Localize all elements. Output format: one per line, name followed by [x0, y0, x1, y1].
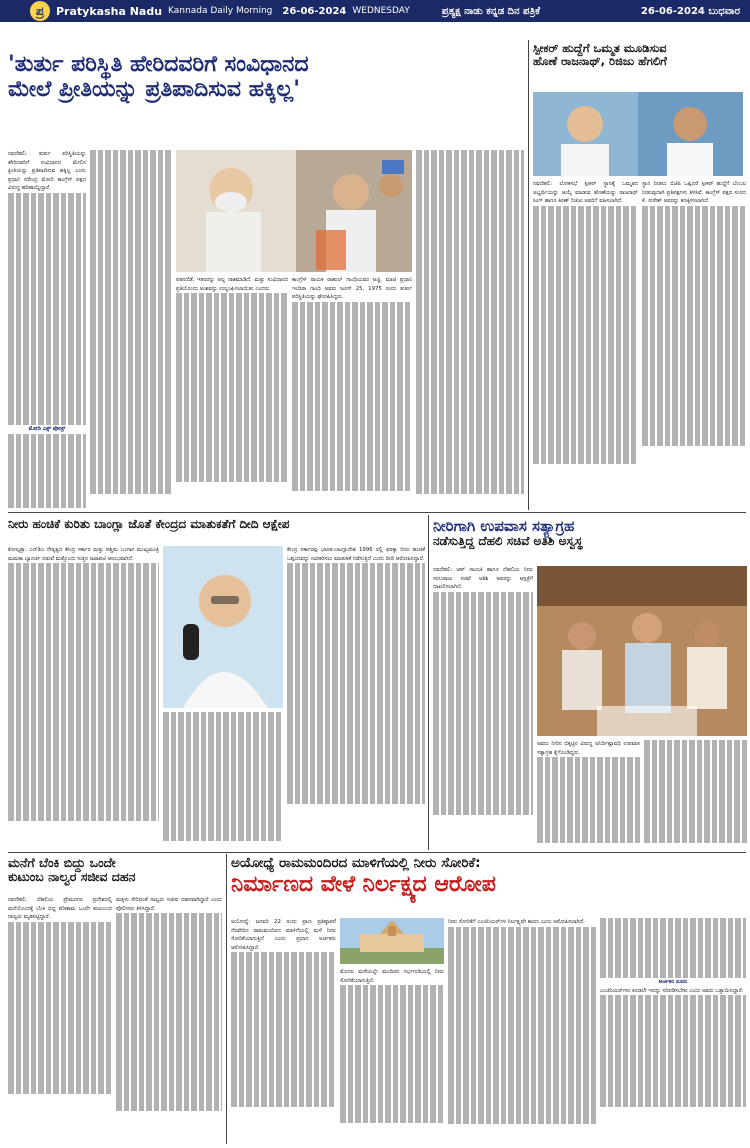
story4-column-1: ನವದೆಹಲಿ: ಆಪ್ ನಾಯಕಿ ಹಾಗೂ ದೆಹಲಿಯ ನೀರು ಸರಬರಾಜು ಸಚಿವೆ ಅತಿಶಿ ಅವರನ್ನು ಆಸ್ಪತ್ರೆಗೆ ದಾಖಲಿಸಲಾಗಿದೆ. — [433, 566, 533, 850]
story4-headline: ನೀರಿಗಾಗಿ ಉಪವಾಸ ಸತ್ಯಾಗ್ರಹ ನಡೆಸುತ್ತಿದ್ದ ದೆಹಲಿ ಸಚಿವೆ ಅತಿಶಿ ಅಸ್ವಸ್ಥ — [433, 517, 583, 549]
story5-column-1: ನವದೆಹಲಿ: ದೆಹಲಿಯ ಪ್ರೇಮನಗರ ಪ್ರದೇಶದಲ್ಲಿ ಮನೆಯೊಂದಕ್ಕೆ ಬೆಂಕಿ ಬಿದ್ದ ಪರಿಣಾಮ ಒಂದೇ ಕುಟುಂಬದ ನಾಲ್ವರು ಮೃತಪಟ್ಟಿದ್ದಾರೆ. — [8, 896, 112, 1142]
story2-photo-image — [533, 92, 743, 176]
story3-column-3 — [163, 712, 283, 846]
story1-photo — [176, 150, 412, 272]
story3-column-2: ಕೇಂದ್ರ ಸರ್ಕಾರವು ಭಾರತ-ಬಾಂಗ್ಲಾದೇಶ 1996 ರಲ್ಲಿ ಫರಕ್ಕಾ ನೀರು ಹಂಚಿಕೆ ಒಪ್ಪಂದವನ್ನು ನವೀಕರಿಸಲು ಮಾತುಕತೆ ನಡೆಸುತ್ತಿದೆ ಎಂದು ದೀದಿ ಆರೋಪಿಸಿದ್ದಾರೆ. — [287, 546, 425, 846]
story1-column-3: ಕಾಂಗ್ರೆಸ್ ನಾಯಕ ರಾಹುಲ್ ಗಾಂಧಿಯವರ ಅಜ್ಜಿ, ಮಾಜಿ ಪ್ರಧಾನಿ ಇಂದಿರಾ ಗಾಂಧಿ ಅವರು ಜೂನ್ 25, 1975 ರಂದು ತುರ್ತು ಪರಿಸ್ಥಿತಿಯನ್ನು ಘೋಷಿಸಿದ್ದರು. — [292, 276, 412, 508]
masthead-kannada-name: ಪ್ರತ್ಯಕ್ಷ ನಾಡು ಕನ್ನಡ ದಿನ ಪತ್ರಿಕೆ — [441, 5, 541, 17]
story1-headline: 'ತುರ್ತು ಪರಿಸ್ಥಿತಿ ಹೇರಿದವರಿಗೆ ಸಂವಿಧಾನದ ಮೇಲೆ ಪ್ರೀತಿಯನ್ನು ಪ್ರತಿಪಾದಿಸುವ ಹಕ್ಕಿಲ್ಲ' — [8, 52, 309, 103]
story6-column-3: ನೀರು ಸೋರಿಕೆಗೆ ಎಂಜಿನಿಯರ್‌ಗಳ ನಿರ್ಲಕ್ಷ್ಯವೇ ಕಾರಣ ಎಂದು ಆರೋಪಿಸಲಾಗಿದೆ. — [448, 918, 596, 1142]
story5-column-2: ಮಕ್ಕಳು ಸೇರಿದಂತೆ ನಾಲ್ವರು ಸಜೀವ ದಹನವಾಗಿದ್ದಾರೆ ಎಂದು ಪೊಲೀಸರು ತಿಳಿಸಿದ್ದಾರೆ. — [116, 896, 222, 1142]
story3-photo — [163, 546, 283, 708]
story2-headline: ಸ್ಪೀಕರ್ ಹುದ್ದೆಗೆ ಒಮ್ಮತ ಮೂಡಿಸುವ ಹೊಣೆ ರಾಜನಾಥ್, ರಿಜಿಜು ಹೆಗಲಿಗೆ — [533, 41, 667, 69]
story2-column-1: ನವದೆಹಲಿ: ಲೋಕಸಭೆ ಸ್ಪೀಕರ್ ಸ್ಥಾನಕ್ಕೆ ಒಮ್ಮತದ ಅಭ್ಯರ್ಥಿಯನ್ನು ಆಯ್ಕೆ ಮಾಡುವ ಹೊಣೆಯನ್ನು ರಾಜನಾಥ್ ಸಿಂಗ್ ಹಾಗೂ ಕಿರಣ್ ರಿಜಿಜು ಅವರಿಗೆ ವಹಿಸಲಾಗಿದೆ. — [533, 180, 638, 508]
section-divider-2 — [8, 852, 746, 853]
story1-column-1b — [90, 150, 172, 508]
newspaper-logo: ಪ್ರ — [30, 1, 50, 21]
story1-photo-image — [176, 150, 412, 272]
story6-column-1: ಅಯೋಧ್ಯೆ: ಜನವರಿ 22 ರಂದು ಪ್ರಾಣ ಪ್ರತಿಷ್ಠಾಪನೆ ನೆರವೇರಿದ ರಾಮಮಂದಿರದ ಮಾಳಿಗೆಯಲ್ಲಿ ಮಳೆ ನೀರು ಸೋರಿಕೆಯಾಗುತ್ತಿದೆ ಎಂದು ಪ್ರಧಾನ ಅರ್ಚಕರು ಆರೋಪಿಸಿದ್ದಾರೆ. — [231, 918, 336, 1142]
story6-photo-image — [340, 918, 444, 964]
newspaper-name: Pratykasha Nadu — [56, 4, 163, 18]
story4-photo — [537, 566, 747, 736]
story6-headline: ಅಯೋಧ್ಯೆ ರಾಮಮಂದಿರದ ಮಾಳಿಗೆಯಲ್ಲಿ ನೀರು ಸೋರಿಕೆ: ನಿರ್ಮಾಣದ ವೇಳೆ ನಿರ್ಲಕ್ಷ್ಯದ ಆರೋಪ — [231, 855, 496, 897]
story1-column-2: ಪತನದೆಡೆ, ಇತರರನ್ನು ಅಲ್ಲ ನಾಶಮಾಡಿದೆ. ಮತ್ತು ಸಂವಿಧಾನದ ಪ್ರತಿಯೊಂದು ಅಂಶವನ್ನು ಉಲ್ಲಂಘಿಸಲಾಯಿತು ಎಂದರು. — [176, 276, 288, 508]
column-divider-2 — [428, 515, 429, 850]
masthead-kannada-date: 26-06-2024 ಬುಧವಾರ — [640, 5, 740, 17]
story3-column-1: ಕೋಲ್ಕತ್ತಾ: ಎನ್‌ಡಿಎ ನೇತೃತ್ವದ ಕೇಂದ್ರ ಸರ್ಕಾರ ಮತ್ತು ಪಶ್ಚಿಮ ಬಂಗಾಳ ಮುಖ್ಯಮಂತ್ರಿ ಮಮತಾ ಬ್ಯಾನರ್ಜಿ ನಡುವೆ ಮತ್ತೊಂದು ಸುತ್ತಿನ ಜಟಾಪಟಿ ಆರಂಭವಾಗಿದೆ. — [8, 546, 159, 846]
story2-column-2: ಸ್ಥಾನ ನೀಡಲು ಬಿಜೆಪಿ ಒಪ್ಪಿದರೆ ಸ್ಪೀಕರ್ ಹುದ್ದೆಗೆ ಬೆಂಬಲ ನೀಡುವುದಾಗಿ ಪ್ರತಿಪಕ್ಷಗಳು ತಿಳಿಸಿವೆ. ಕಾಂಗ್ರೆಸ್ ಪಕ್ಷದ ಸಂಸದ ಕೆ. ಸುರೇಶ್ ಅವರನ್ನು ಕಣಕ್ಕಿಳಿಸಲಾಗಿದೆ. — [642, 180, 746, 508]
story6-photo — [340, 918, 444, 964]
story6-column-4: ಅರ್ಚಕರ ದೂರು ಎಂಜಿನಿಯರ್‌ಗಳು ಕೂಡಲೇ ಇದನ್ನು ಸರಿಪಡಿಸಬೇಕು ಎಂದು ಅವರು ಒತ್ತಾಯಿಸಿದ್ದಾರೆ. — [600, 918, 746, 1142]
masthead — [0, 0, 750, 22]
story4-column-2: ಅವರು ನೀರಿನ ಬಿಕ್ಕಟ್ಟಿನ ವಿರುದ್ಧ ಅನಿರ್ದಿಷ್ಟಾವಧಿ ಉಪವಾಸ ಸತ್ಯಾಗ್ರಹ ಕೈಗೊಂಡಿದ್ದರು. — [537, 740, 747, 850]
masthead-day: WEDNESDAY — [352, 6, 410, 16]
story1-subhead: ಮೋದಿ ಎಕ್ಸ್ ಪೋಸ್ಟ್ — [28, 426, 66, 432]
story6-subhead: ಅರ್ಚಕರ ದೂರು — [658, 979, 688, 986]
story1-column-1: ನವದೆಹಲಿ: ತುರ್ತು ಪರಿಸ್ಥಿತಿಯನ್ನು ಹೇರಿದವರಿಗೆ ಸಂವಿಧಾನದ ಮೇಲಿನ ಪ್ರೀತಿಯನ್ನು ಪ್ರತಿಪಾದಿಸುವ ಹಕ್ಕಿಲ್ಲ ಎಂದು ಪ್ರಧಾನಿ ನರೇಂದ್ರ ಮೋದಿ ಕಾಂಗ್ರೆಸ್ ಪಕ್ಷದ ವಿರುದ್ಧ ಹರಿಹಾಯ್ದಿದ್ದಾರೆ. ಮೋದಿ ಎಕ್ಸ್ ಪೋಸ್ಟ್ — [8, 150, 86, 508]
section-divider-1 — [8, 512, 746, 513]
story4-photo-image — [537, 566, 747, 736]
column-divider-3 — [226, 854, 227, 1144]
story2-photo — [533, 92, 743, 176]
story5-headline: ಮನೆಗೆ ಬೆಂಕಿ ಬಿದ್ದು ಒಂದೇ ಕುಟುಂಬ ನಾಲ್ವರ ಸಜೀವ ದಹನ — [8, 855, 136, 885]
masthead-date: 26-06-2024 — [282, 5, 347, 17]
story1-column-4 — [416, 150, 524, 508]
newspaper-subtitle: Kannada Daily Morning — [168, 6, 273, 16]
story6-column-2: ಮೊದಲ ಮಳೆಯಲ್ಲೇ ಮಂದಿರದ ಗರ್ಭಗುಡಿಯಲ್ಲಿ ನೀರು ಸೋರಿಕೆಯಾಗುತ್ತಿದೆ. — [340, 968, 444, 1142]
column-divider — [528, 40, 529, 510]
story3-headline: ನೀರು ಹಂಚಿಕೆ ಕುರಿತು ಬಾಂಗ್ಲಾ ಜೊತೆ ಕೇಂದ್ರದ ಮಾತುಕತೆಗೆ ದೀದಿ ಆಕ್ಷೇಪ — [8, 517, 290, 531]
story3-photo-image — [163, 546, 283, 708]
